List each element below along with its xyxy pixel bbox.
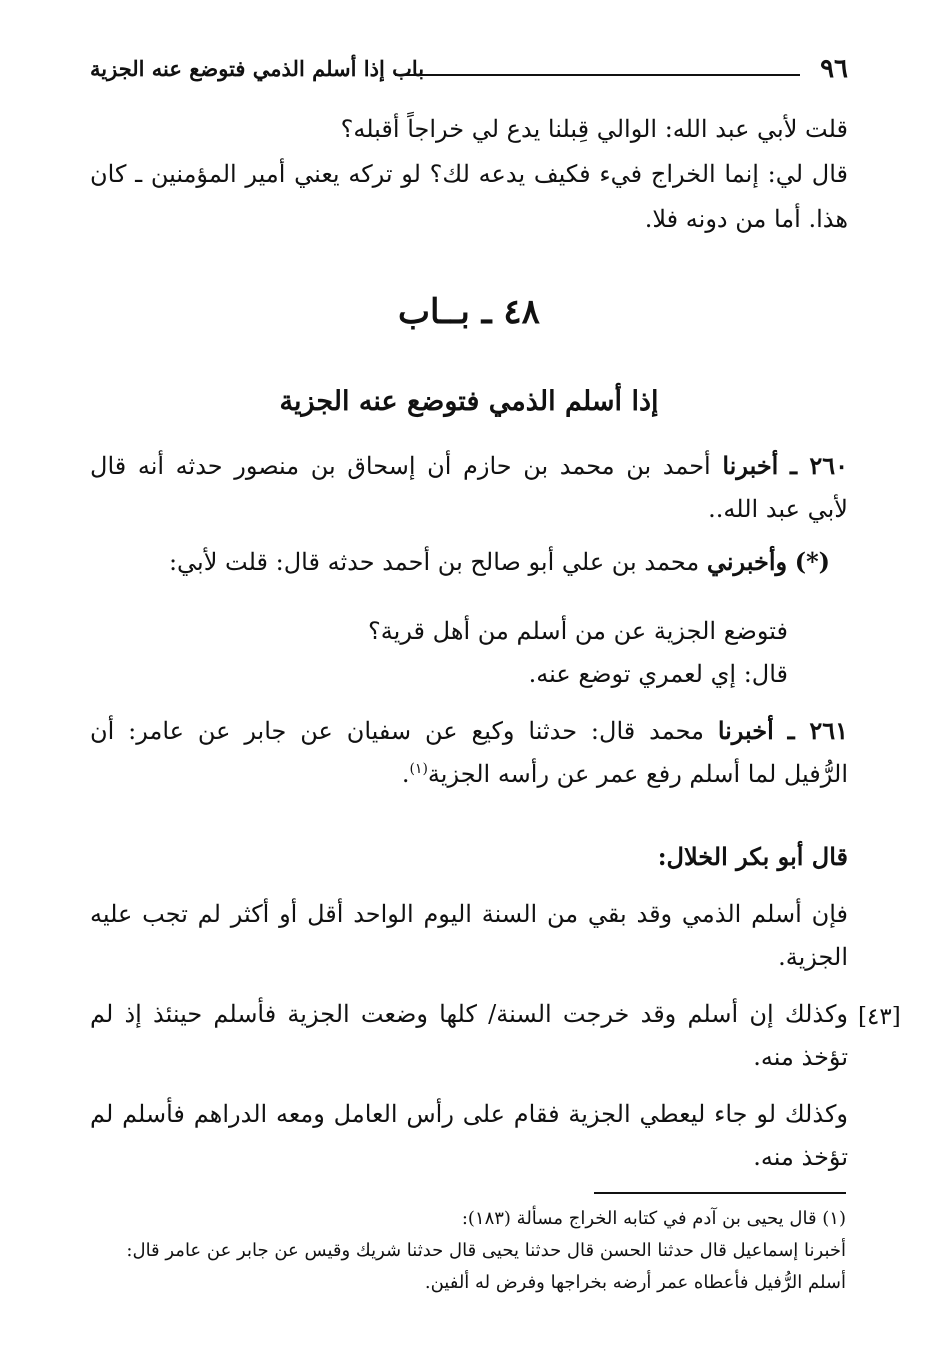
header-rule [395, 74, 800, 76]
chapter-title: إذا أسلم الذمي فتوضع عنه الجزية [279, 386, 659, 417]
footnote-line-3: أسلم الرُّفيل فأعطاه عمر أرضه بخراجها وفرض له ألفين. [424, 1272, 846, 1293]
hadith-260-verb: أخبرنا [722, 451, 779, 480]
khallal-p3-line-1: وكذلك لو جاء ليعطي الجزية فقام على رأس العامل ومعه الدراهم فأسلم لم [90, 1100, 848, 1128]
hadith-261-verb: أخبرنا [717, 716, 774, 745]
khallal-p1-line-2: الجزية. [778, 943, 848, 971]
hadith-261-text: محمد قال: حدثنا وكيع عن سفيان عن جابر عن عامر: أن [90, 717, 704, 745]
alternate-chain-text: محمد بن علي أبو صالح بن أحمد حدثه قال: قلت لأبي: [168, 548, 700, 576]
alternate-chain-verb: وأخبرني [706, 547, 788, 576]
margin-folio-marker: [٤٣] [858, 1004, 901, 1030]
hadith-260-text: أحمد بن محمد بن حازم أن إسحاق بن منصور حدثه أنه قال [90, 452, 711, 480]
hadith-261-line-1 [90, 717, 848, 746]
khallal-p2-line-1: وكذلك إن أسلم وقد خرجت السنة/ كلها وضعت الجزية فأسلم حينئذ إذ لم [90, 1000, 848, 1028]
hadith-260-number: ٢٦٠ ـ [789, 451, 848, 480]
hadith-260-line-2: لأبي عبد الله.. [708, 495, 848, 523]
page-number: ٩٦ [820, 54, 848, 84]
khallal-p1-line-1: فإن أسلم الذمي وقد بقي من السنة اليوم الواحد أقل أو أكثر لم تجب عليه [90, 900, 848, 928]
question-line: فتوضع الجزية عن من أسلم من أهل قرية؟ [368, 617, 788, 645]
running-title: باب إذا أسلم الذمي فتوضع عنه الجزية [90, 56, 425, 81]
footnote-line-1: (١) قال يحيى بن آدم في كتابه الخراج مسألة (١٨٣): [461, 1208, 846, 1229]
footnote-rule [594, 1192, 846, 1194]
answer-line: قال: إي لعمري توضع عنه. [528, 660, 788, 688]
intro-line-1: قلت لأبي عبد الله: الوالي قِبلنا يدع لي خراجاً أقبله؟ [340, 115, 848, 143]
star-mark: (*) [794, 547, 830, 576]
hadith-261-line-2 [402, 760, 848, 789]
khallal-p3-line-2: تؤخذ منه. [753, 1143, 848, 1171]
alternate-chain [169, 548, 830, 577]
khallal-heading: قال أبو بكر الخلال: [657, 842, 848, 871]
hadith-260-line-1 [90, 452, 848, 481]
khallal-p2-line-2: تؤخذ منه. [753, 1043, 848, 1071]
hadith-261-text-2: الرُّفيل لما أسلم رفع عمر عن رأسه الجزية [427, 760, 848, 788]
running-header [90, 50, 848, 90]
footnote-line-2: أخبرنا إسماعيل قال حدثنا الحسن قال حدثنا يحيى قال حدثنا شريك وقيس عن جابر عن عامر قال: [126, 1240, 846, 1261]
footnote-ref: (١) [409, 761, 428, 777]
hadith-261-number: ٢٦١ ـ [787, 716, 848, 745]
intro-line-2: قال لي: إنما الخراج فيء فكيف يدعه لك؟ لو تركه يعني أمير المؤمنين ـ كان [90, 160, 848, 188]
intro-line-3: هذا. أما من دونه فلا. [644, 205, 848, 233]
chapter-number: ٤٨ ـ بــاب [398, 292, 540, 332]
hadith-261-end: . [401, 760, 410, 788]
